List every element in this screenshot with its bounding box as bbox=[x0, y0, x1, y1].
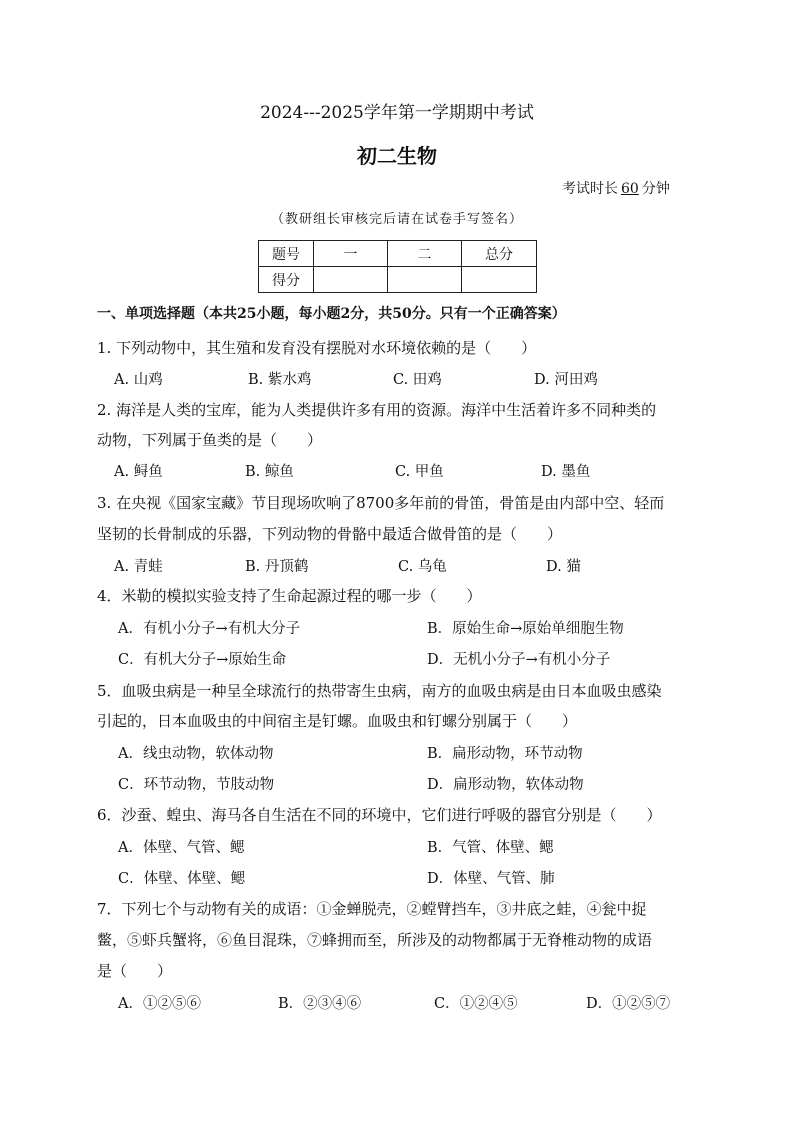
question-3-stem-line1: 3. 在央视《国家宝藏》节目现场吹响了8700多年前的骨笛，骨笛是由内部中空、轻而 bbox=[97, 494, 665, 512]
question-1-option-a: A. 山鸡 bbox=[114, 372, 163, 388]
signature-note: （教研组长审核完后请在试卷手写签名） bbox=[270, 212, 523, 227]
question-2-option-c: C. 甲鱼 bbox=[395, 464, 444, 480]
question-7-stem-line2: 鳖，⑤虾兵蟹将，⑥鱼目混珠，⑦蜂拥而至，所涉及的动物都属于无脊椎动物的成语 bbox=[97, 931, 653, 949]
question-4-option-d: D．无机小分子→有机小分子 bbox=[427, 652, 611, 668]
question-2-option-a: A. 鲟鱼 bbox=[114, 464, 163, 480]
question-5-stem-line1: 5．血吸虫病是一种呈全球流行的热带寄生虫病，南方的血吸虫病是由日本血吸虫感染 bbox=[97, 682, 662, 700]
question-4-option-c: C．有机大分子→原始生命 bbox=[118, 652, 287, 668]
question-1-option-b: B. 紫水鸡 bbox=[248, 372, 312, 388]
question-1-option-d: D. 河田鸡 bbox=[534, 372, 598, 388]
question-6-option-d: D．体壁、气管、肺 bbox=[427, 871, 555, 887]
question-2-option-d: D. 墨鱼 bbox=[541, 464, 591, 480]
question-5-stem-line2: 引起的，日本血吸虫的中间宿主是钉螺。血吸虫和钉螺分别属于（ ） bbox=[97, 712, 578, 730]
score-cell-part1-blank bbox=[314, 267, 388, 293]
question-5-option-b: B．扁形动物，环节动物 bbox=[427, 746, 583, 762]
question-5-option-c: C．环节动物，节肢动物 bbox=[118, 777, 275, 793]
exam-title: 2024---2025学年第一学期期中考试 bbox=[260, 103, 534, 123]
question-4-stem: 4．米勒的模拟实验支持了生命起源过程的哪一步（ ） bbox=[97, 587, 482, 605]
score-cell-part1: 一 bbox=[314, 241, 388, 267]
time-limit bbox=[562, 178, 670, 198]
question-7-option-a: A．①②⑤⑥ bbox=[118, 996, 201, 1012]
score-table bbox=[258, 240, 537, 293]
question-5-option-a: A．线虫动物，软体动物 bbox=[118, 746, 274, 762]
exam-subject: 初二生物 bbox=[357, 144, 437, 168]
time-limit-value: 60 bbox=[621, 181, 639, 197]
section-heading: 一、单项选择题（本共25小题，每小题2分，共50分。只有一个正确答案） bbox=[97, 306, 566, 322]
question-2-option-b: B. 鲸鱼 bbox=[245, 464, 294, 480]
question-2-stem-line1: 2. 海洋是人类的宝库，能为人类提供许多有用的资源。海洋中生活着许多不同种类的 bbox=[97, 401, 657, 419]
question-5-option-d: D．扁形动物，软体动物 bbox=[427, 777, 584, 793]
question-6-option-c: C．体壁、体壁、鳃 bbox=[118, 871, 246, 887]
score-cell-total: 总分 bbox=[462, 241, 537, 267]
score-cell-part2: 二 bbox=[388, 241, 462, 267]
question-6-option-b: B．气管、体壁、鳃 bbox=[427, 840, 554, 856]
question-7-option-d: D．①②⑤⑦ bbox=[586, 996, 671, 1012]
score-table-score-row bbox=[259, 267, 537, 293]
question-1-option-c: C. 田鸡 bbox=[393, 372, 442, 388]
time-limit-prefix: 考试时长 bbox=[562, 181, 618, 197]
question-4-option-b: B．原始生命→原始单细胞生物 bbox=[427, 621, 624, 637]
question-7-option-c: C．①②④⑤ bbox=[434, 996, 518, 1012]
question-3-option-a: A. 青蛙 bbox=[114, 559, 163, 575]
question-3-option-d: D. 猫 bbox=[546, 559, 581, 575]
question-6-option-a: A．体壁、气管、鳃 bbox=[118, 840, 245, 856]
score-cell-total-blank bbox=[462, 267, 537, 293]
question-6-stem: 6．沙蚕、蝗虫、海马各自生活在不同的环境中，它们进行呼吸的器官分别是（ ） bbox=[97, 806, 662, 824]
question-3-option-c: C. 乌龟 bbox=[398, 559, 447, 575]
score-cell-label: 得分 bbox=[259, 267, 314, 293]
score-cell-part2-blank bbox=[388, 267, 462, 293]
question-7-stem-line1: 7．下列七个与动物有关的成语：①金蝉脱壳，②螳臂挡车，③井底之蛙，④瓮中捉 bbox=[97, 900, 647, 918]
question-3-stem-line2: 坚韧的长骨制成的乐器，下列动物的骨骼中最适合做骨笛的是（ ） bbox=[97, 525, 563, 543]
question-2-stem-line2: 动物，下列属于鱼类的是（ ） bbox=[97, 431, 323, 449]
score-table-header-row bbox=[259, 241, 537, 267]
question-7-stem-line3: 是（ ） bbox=[97, 962, 173, 980]
score-cell-label: 题号 bbox=[259, 241, 314, 267]
question-3-option-b: B. 丹顶鹤 bbox=[245, 559, 309, 575]
question-7-option-b: B．②③④⑥ bbox=[278, 996, 362, 1012]
question-1-stem: 1. 下列动物中，其生殖和发育没有摆脱对水环境依赖的是（ ） bbox=[97, 339, 537, 357]
question-4-option-a: A．有机小分子→有机大分子 bbox=[118, 621, 301, 637]
time-limit-suffix: 分钟 bbox=[641, 181, 670, 197]
